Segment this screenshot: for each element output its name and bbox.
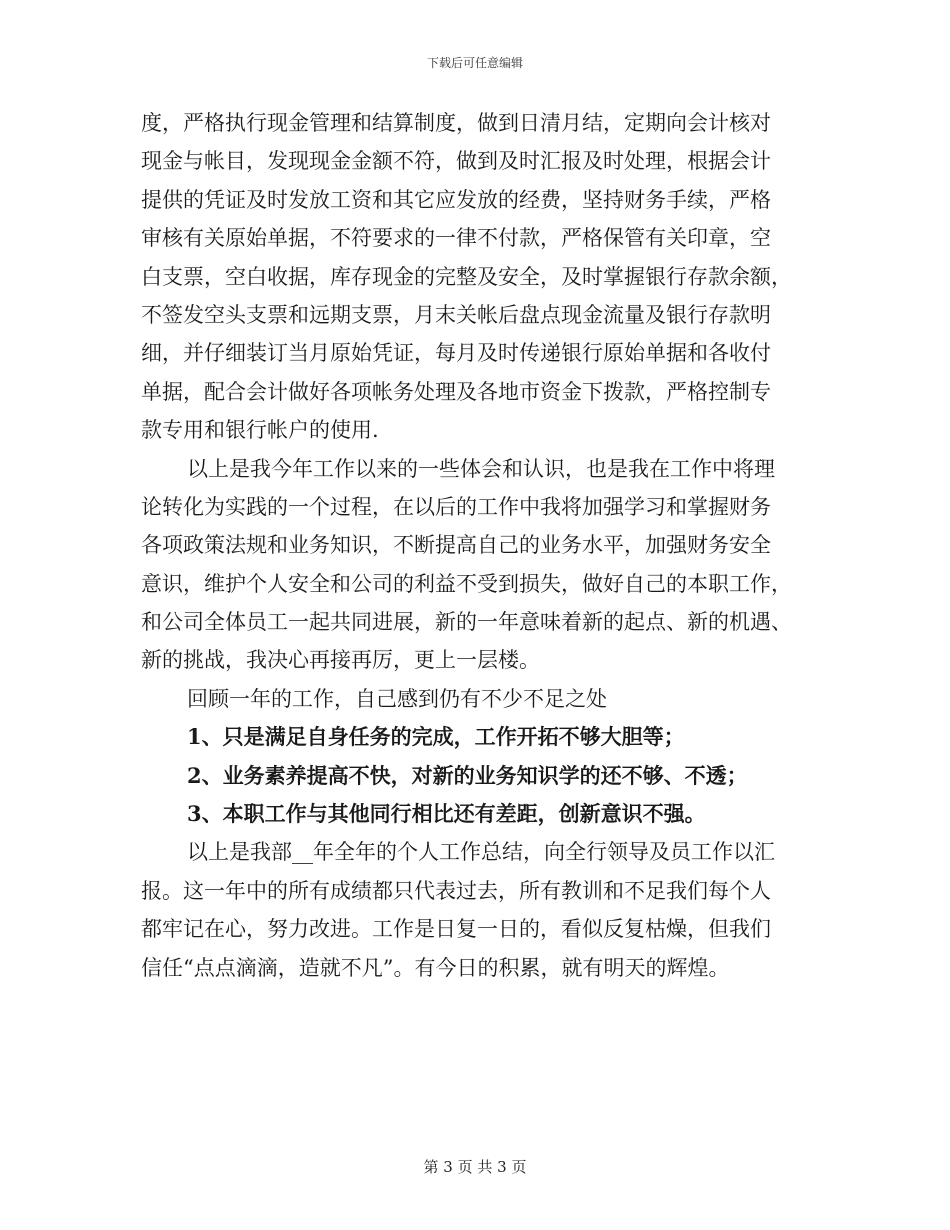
paragraph-line: 都牢记在心，努力改进。工作是日复一日的，看似反复枯燥，但我们 [141,917,771,942]
page-header: 下载后可任意编辑 [426,56,523,70]
paragraph-line: 论转化为实践的一个过程，在以后的工作中我将加强学习和掌握财务 [141,494,771,519]
paragraph-line: 意识，维护个人安全和公司的利益不受到损失，做好自己的本职工作， [141,571,792,596]
paragraph-line: 回顾一年的工作，自己感到仍有不少不足之处 [187,686,607,711]
paragraph-line: 度，严格执行现金管理和结算制度，做到日清月结，定期向会计核对 [141,111,771,135]
paragraph-line: 款专用和银行帐户的使用. [141,418,379,443]
paragraph-line: 信任“点点滴滴，造就不凡”。有今日的积累，就有明天的辉煌。 [141,955,730,980]
paragraph-line: 以上是我部__年全年的个人工作总结，向全行领导及员工作以汇 [187,840,775,865]
paragraph-line: 以上是我今年工作以来的一些体会和认识，也是我在工作中将理 [187,456,775,481]
paragraph-line: 报。这一年中的所有成绩都只代表过去，所有教训和不足我们每个人 [141,878,771,903]
paragraph-line: 各项政策法规和业务知识，不断提高自己的业务水平，加强财务安全 [141,533,771,558]
page-footer: 第 3 页 共 3 页 [423,1158,527,1176]
paragraph-line: 提供的凭证及时发放工资和其它应发放的经费，坚持财务手续，严格 [141,187,771,212]
bold-list-item-line: 2、业务素养提高不快，对新的业务知识学的还不够、不透； [187,762,748,788]
document-body [141,104,809,987]
paragraph-line: 和公司全体员工一起共同进展，新的一年意味着新的起点、新的机遇、 [141,610,792,635]
paragraph-line: 不签发空头支票和远期支票，月末关帐后盘点现金流量及银行存款明 [141,302,771,327]
paragraph-line: 新的挑战，我决心再接再厉，更上一层楼。 [141,648,540,673]
paragraph-line: 细，并仔细装订当月原始凭证，每月及时传递银行原始单据和各收付 [141,341,771,366]
paragraph-line: 现金与帐目，发现现金金额不符，做到及时汇报及时处理，根据会计 [141,149,771,174]
paragraph-line: 白支票，空白收据，库存现金的完整及安全，及时掌握银行存款余额， [141,264,792,289]
paragraph-line: 单据，配合会计做好各项帐务处理及各地市资金下拨款，严格控制专 [141,379,771,404]
bold-list-item-line: 1、只是满足自身任务的完成，工作开拓不够大胆等； [187,724,685,750]
bold-list-item-line: 3、本职工作与其他同行相比还有差距，创新意识不强。 [187,801,706,827]
paragraph-line: 审核有关原始单据，不符要求的一律不付款，严格保管有关印章，空 [141,226,771,251]
